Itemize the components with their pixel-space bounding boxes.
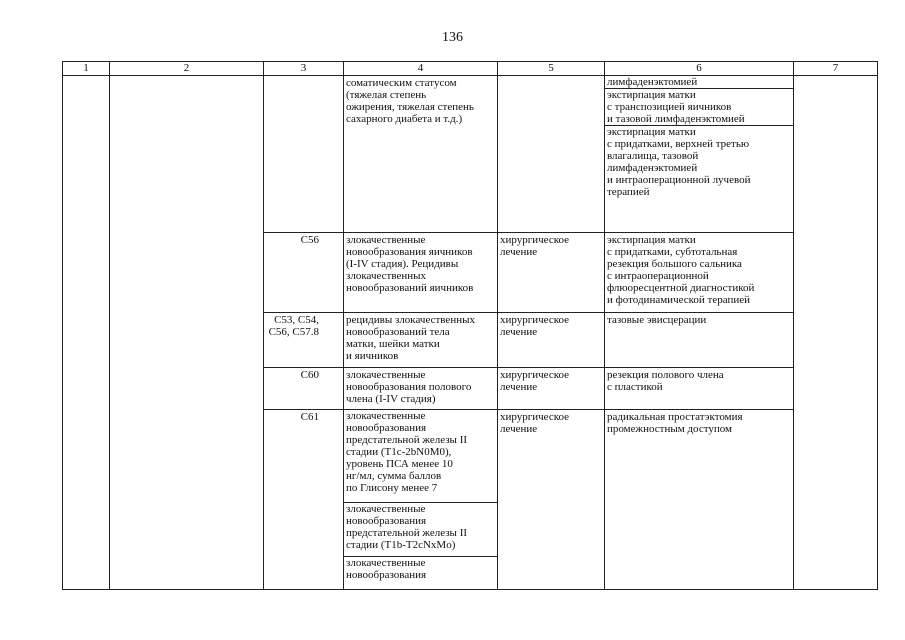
condition-cell: злокачественные новообразования — [344, 556, 497, 581]
diagnosis-code-cell: С61 — [264, 410, 344, 590]
column-header-3: 3 — [264, 62, 344, 76]
column-header-2: 2 — [110, 62, 264, 76]
treatment-type-cell: хирургическое лечение — [498, 368, 605, 410]
diagnosis-code-cell: С60 — [264, 368, 344, 410]
condition-cell: рецидивы злокачественных новообразований тела матки, шейки матки и яичников — [344, 313, 498, 368]
treatment-method-cell: экстирпация матки с транспозицией яичников и тазовой лимфаденэктомией — [605, 88, 793, 125]
column-number-row — [63, 62, 878, 76]
treatment-type-cell: хирургическое лечение — [498, 313, 605, 368]
column-header-7: 7 — [794, 62, 878, 76]
page-number: 136 — [442, 30, 463, 45]
treatment-method-cell: тазовые эвисцерации — [605, 313, 794, 368]
condition-cell: злокачественные новообразования яичников (I-IV стадия). Рецидивы злокачественных новообразований яичников — [344, 233, 498, 313]
column-1-cell — [63, 76, 110, 590]
diagnosis-code-cell: С53, С54, С56, С57.8 — [264, 313, 344, 368]
treatment-type-cell — [498, 76, 605, 233]
column-7-cell — [794, 76, 878, 590]
diagnosis-code-cell: С56 — [264, 233, 344, 313]
column-header-1: 1 — [63, 62, 110, 76]
treatment-type-cell: хирургическое лечение — [498, 233, 605, 313]
condition-cell: злокачественные новообразования полового члена (I-IV стадия) — [344, 368, 498, 410]
table-row — [63, 76, 878, 233]
column-header-6: 6 — [605, 62, 794, 76]
condition-cell: злокачественные новообразования предстательной железы II стадии (T1b-T2cNxMo) — [344, 502, 497, 556]
column-header-4: 4 — [344, 62, 498, 76]
condition-cell: злокачественные новообразования предстательной железы II стадии (T1c-2bN0M0), уровень ПСА менее 10 нг/мл, сумма баллов по Глисону менее 7 — [346, 410, 468, 494]
treatment-method-cell: экстирпация матки с придатками, субтотальная резекция большого сальника с интраоперационной флюоресцентной диагностикой и фотодинамической терапией — [605, 233, 794, 313]
treatment-method-cell: резекция полового члена с пластикой — [605, 368, 794, 410]
treatment-method-cell: радикальная простатэктомия промежностным доступом — [605, 410, 794, 590]
medical-care-table — [62, 61, 878, 590]
treatment-method-cell: экстирпация матки с придатками, верхней третью влагалища, тазовой лимфаденэктомией и интраоперационной лучевой терапией — [605, 125, 793, 198]
column-header-5: 5 — [498, 62, 605, 76]
diagnosis-code-cell — [264, 76, 344, 233]
column-2-cell — [110, 76, 264, 590]
condition-cell: соматическим статусом (тяжелая степень ожирения, тяжелая степень сахарного диабета и т.д.) — [344, 76, 498, 233]
treatment-type-cell: хирургическое лечение — [498, 410, 605, 590]
treatment-method-cell: лимфаденэктомией — [607, 76, 698, 88]
